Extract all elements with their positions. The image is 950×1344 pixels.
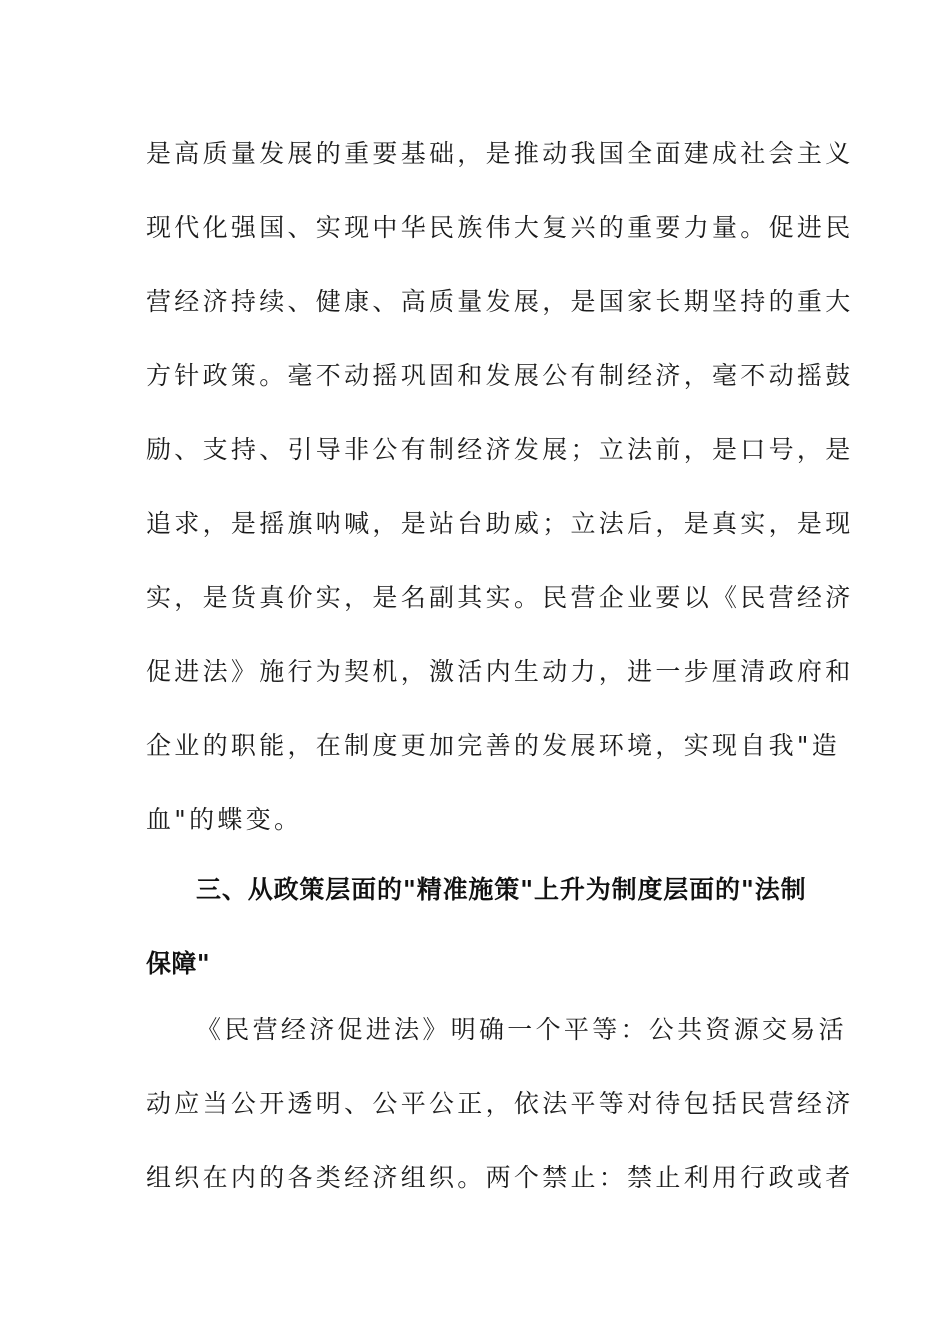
- paragraph-line: 《民营经济促进法》明确一个平等：公共资源交易活: [196, 1015, 847, 1044]
- paragraph-line: 营经济持续、健康、高质量发展，是国家长期坚持的重大: [146, 287, 854, 316]
- paragraph-line: 促进法》施行为契机，激活内生动力，进一步厘清政府和: [146, 657, 854, 686]
- paragraph-line: 追求，是摇旗呐喊，是站台助威；立法后，是真实，是现: [146, 509, 854, 538]
- paragraph-line: 组织在内的各类经济组织。两个禁止：禁止利用行政或者: [146, 1163, 854, 1192]
- paragraph-line: 是高质量发展的重要基础，是推动我国全面建成社会主义: [146, 139, 854, 168]
- heading-line: 保障": [146, 949, 211, 978]
- paragraph-line: 励、支持、引导非公有制经济发展；立法前，是口号，是: [146, 435, 854, 464]
- heading-line: 三、从政策层面的"精准施策"上升为制度层面的"法制: [196, 875, 806, 904]
- paragraph-line: 动应当公开透明、公平公正，依法平等对待包括民营经济: [146, 1089, 854, 1118]
- paragraph-line: 实，是货真价实，是名副其实。民营企业要以《民营经济: [146, 583, 854, 612]
- paragraph-line: 方针政策。毫不动摇巩固和发展公有制经济，毫不动摇鼓: [146, 361, 854, 390]
- paragraph-line: 企业的职能，在制度更加完善的发展环境，实现自我"造: [146, 731, 841, 760]
- paragraph-line: 现代化强国、实现中华民族伟大复兴的重要力量。促进民: [146, 213, 854, 242]
- paragraph-line: 血"的蝶变。: [146, 805, 303, 834]
